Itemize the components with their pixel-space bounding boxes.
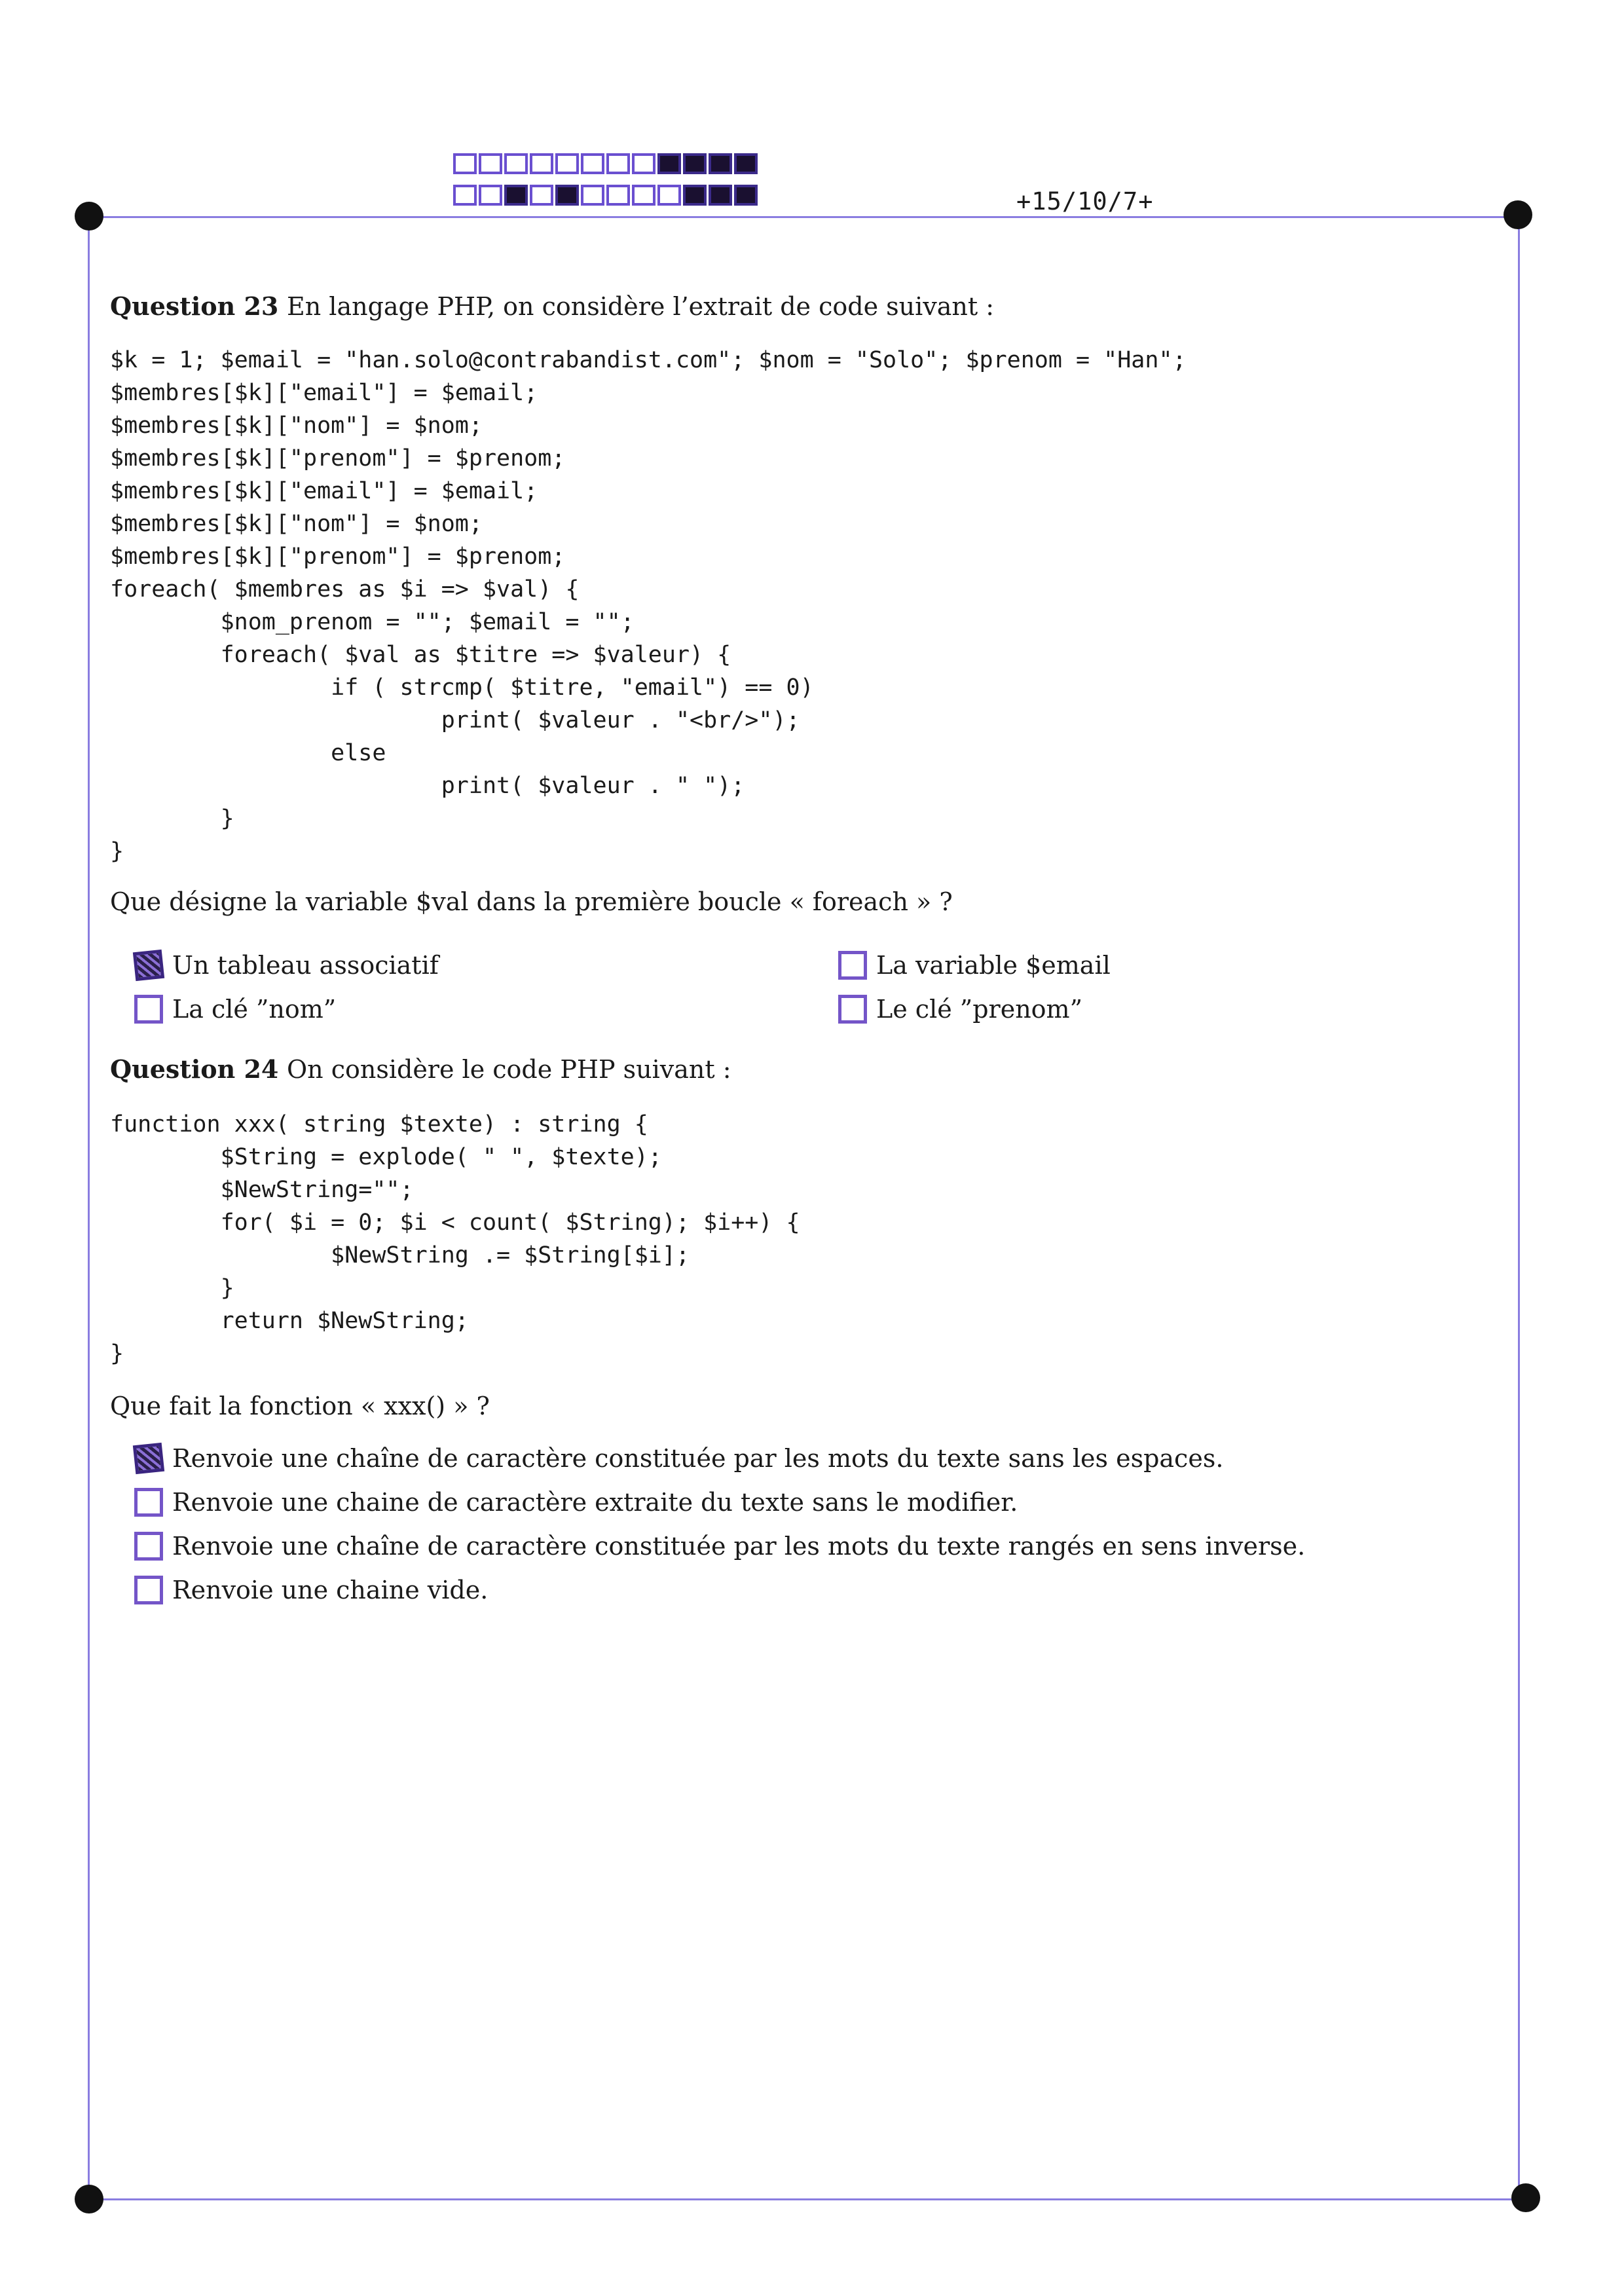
frame-bottom xyxy=(89,2198,1526,2200)
checkbox[interactable] xyxy=(134,1488,163,1517)
code-line: $membres[$k]["nom"] = $nom; xyxy=(110,413,483,439)
id-cell-filled xyxy=(504,185,528,206)
answer-label: Renvoie une chaîne de caractère constituée par les mots du texte sans les espaces. xyxy=(172,1444,1224,1473)
code-line: $membres[$k]["prenom"] = $prenom; xyxy=(110,544,566,570)
id-cell-empty xyxy=(581,185,604,206)
frame-right xyxy=(1518,217,1520,2200)
question-23-header xyxy=(110,291,994,321)
corner-mark-top-right xyxy=(1504,200,1532,229)
answer-label: La variable $email xyxy=(876,951,1111,980)
id-cell-filled xyxy=(709,185,732,206)
id-cell-filled xyxy=(683,185,707,206)
checkbox-checked[interactable] xyxy=(133,1443,164,1474)
frame-left xyxy=(88,217,90,2200)
code-line: } xyxy=(110,1341,124,1367)
code-line: } xyxy=(110,838,124,864)
id-cell-filled xyxy=(709,153,732,174)
code-line: $NewString .= $String[$i]; xyxy=(110,1242,690,1268)
answer-q23-a[interactable] xyxy=(134,951,439,980)
id-cell-empty xyxy=(581,153,604,174)
answer-label: Renvoie une chaine de caractère extraite du texte sans le modifier. xyxy=(172,1488,1018,1517)
code-line: $NewString=""; xyxy=(110,1177,414,1203)
id-cell-filled xyxy=(555,185,579,206)
checkbox[interactable] xyxy=(134,1532,163,1561)
code-line: foreach( $val as $titre => $valeur) { xyxy=(110,642,731,668)
question-intro: On considère le code PHP suivant : xyxy=(287,1055,731,1084)
id-cell-filled xyxy=(657,153,681,174)
id-code-row-1 xyxy=(453,153,760,174)
page-id: +15/10/7+ xyxy=(1016,187,1154,215)
answer-q24-c[interactable] xyxy=(134,1532,1305,1561)
id-cell-filled xyxy=(734,185,758,206)
id-cell-empty xyxy=(530,153,553,174)
id-cell-empty xyxy=(657,185,681,206)
code-block-q24 xyxy=(110,1108,800,1370)
id-cell-filled xyxy=(734,153,758,174)
code-line: for( $i = 0; $i < count( $String); $i++) { xyxy=(110,1210,800,1236)
answer-label: Renvoie une chaîne de caractère constituée par les mots du texte rangés en sens inverse. xyxy=(172,1532,1306,1561)
question-23-stem: Que désigne la variable $val dans la première boucle « foreach » ? xyxy=(110,887,953,916)
code-line: if ( strcmp( $titre, "email") == 0) xyxy=(110,675,814,701)
corner-mark-top-left xyxy=(75,202,103,231)
question-intro: En langage PHP, on considère l’extrait de code suivant : xyxy=(287,292,995,321)
question-number: Question 23 xyxy=(110,291,279,321)
question-number: Question 24 xyxy=(110,1054,279,1084)
code-line: $k = 1; $email = "han.solo@contrabandist.com"; $nom = "Solo"; $prenom = "Han"; xyxy=(110,347,1187,373)
answer-label: Un tableau associatif xyxy=(172,951,439,980)
id-cell-empty xyxy=(632,153,655,174)
answer-label: Renvoie une chaine vide. xyxy=(172,1576,489,1604)
id-cell-empty xyxy=(504,153,528,174)
id-cell-empty xyxy=(479,185,502,206)
answer-label: La clé ”nom” xyxy=(172,995,337,1024)
id-cell-filled xyxy=(683,153,707,174)
code-line: } xyxy=(110,805,234,832)
frame-top xyxy=(89,216,1519,218)
code-line: function xxx( string $texte) : string { xyxy=(110,1111,648,1138)
code-block-q23 xyxy=(110,344,1187,868)
answer-q24-a[interactable] xyxy=(134,1444,1223,1473)
checkbox[interactable] xyxy=(134,995,163,1024)
answer-q24-d[interactable] xyxy=(134,1576,488,1604)
id-cell-empty xyxy=(555,153,579,174)
question-24-header xyxy=(110,1054,731,1084)
code-line: print( $valeur . " "); xyxy=(110,773,745,799)
code-line: $String = explode( " ", $texte); xyxy=(110,1144,662,1170)
code-line: } xyxy=(110,1275,234,1301)
id-code-row-2 xyxy=(453,185,760,206)
id-cell-empty xyxy=(606,153,630,174)
id-cell-empty xyxy=(530,185,553,206)
code-line: $membres[$k]["email"] = $email; xyxy=(110,478,538,504)
id-cell-empty xyxy=(453,153,477,174)
answer-q23-b[interactable] xyxy=(838,951,1111,980)
answer-label: Le clé ”prenom” xyxy=(876,995,1083,1024)
id-cell-empty xyxy=(606,185,630,206)
answer-q23-d[interactable] xyxy=(838,995,1082,1024)
code-line: else xyxy=(110,740,386,766)
code-line: $nom_prenom = ""; $email = ""; xyxy=(110,609,635,635)
id-cell-empty xyxy=(479,153,502,174)
id-cell-empty xyxy=(632,185,655,206)
corner-mark-bottom-left xyxy=(75,2185,103,2213)
checkbox-checked[interactable] xyxy=(133,950,164,981)
question-24-stem: Que fait la fonction « xxx() » ? xyxy=(110,1392,490,1420)
answer-q24-b[interactable] xyxy=(134,1488,1018,1517)
code-line: return $NewString; xyxy=(110,1308,469,1334)
corner-mark-bottom-right xyxy=(1511,2183,1540,2212)
code-line: $membres[$k]["prenom"] = $prenom; xyxy=(110,445,566,472)
code-line: $membres[$k]["nom"] = $nom; xyxy=(110,511,483,537)
code-line: foreach( $membres as $i => $val) { xyxy=(110,576,580,602)
checkbox[interactable] xyxy=(838,951,867,980)
checkbox[interactable] xyxy=(838,995,867,1024)
answer-q23-c[interactable] xyxy=(134,995,336,1024)
code-line: print( $valeur . "<br/>"); xyxy=(110,707,800,733)
code-line: $membres[$k]["email"] = $email; xyxy=(110,380,538,406)
checkbox[interactable] xyxy=(134,1576,163,1604)
id-cell-empty xyxy=(453,185,477,206)
